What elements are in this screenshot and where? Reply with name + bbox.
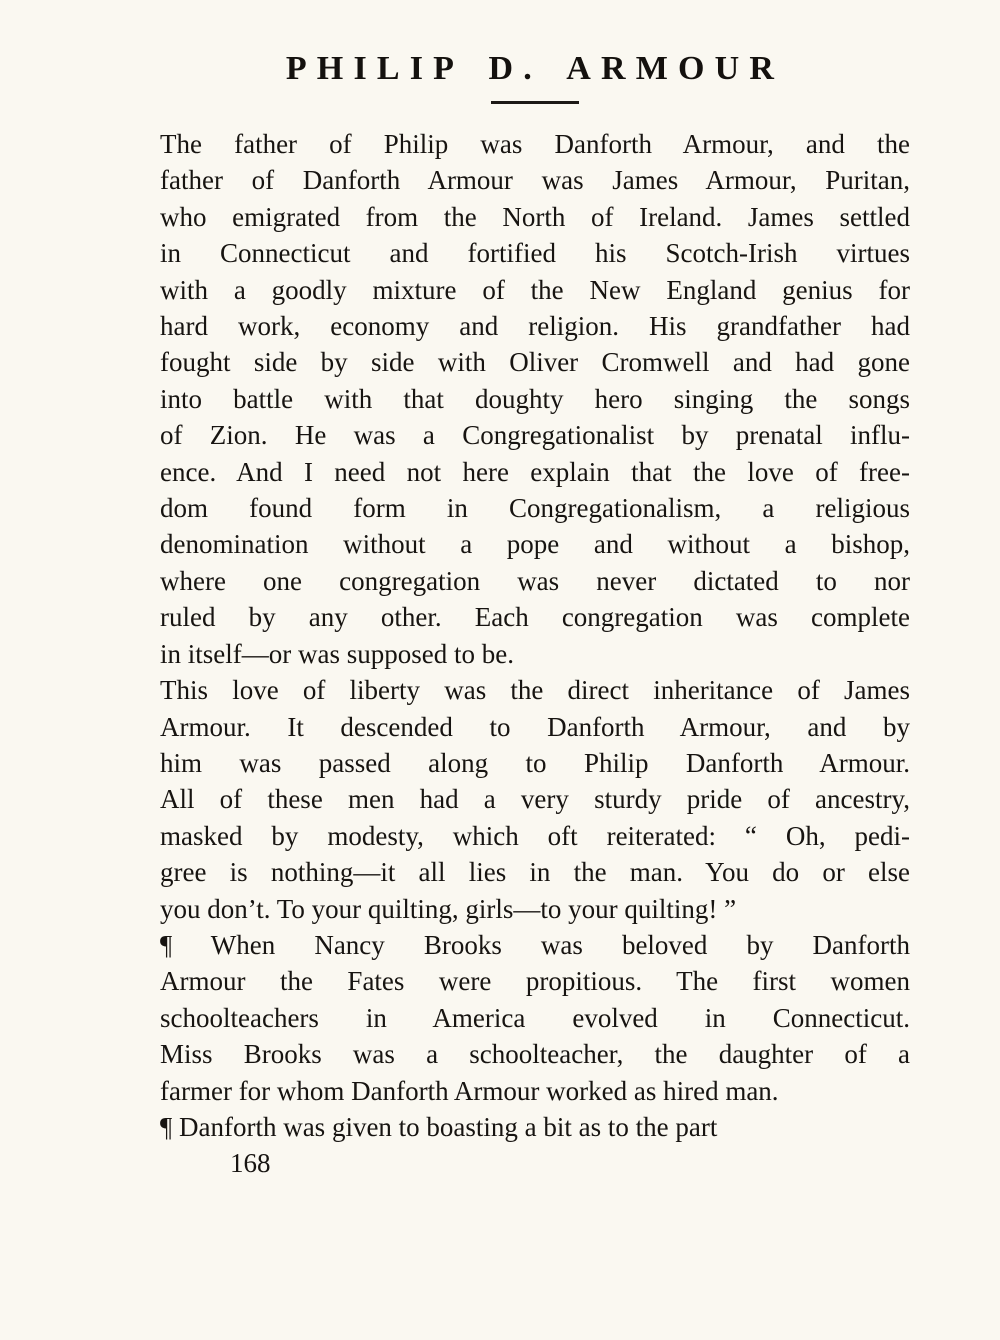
text-line: into battle with that doughty hero singing the songs <box>160 383 910 414</box>
text-line: who emigrated from the North of Ireland. James settled <box>160 201 910 232</box>
text-line: with a goodly mixture of the New England genius for <box>160 274 910 305</box>
text-line: father of Danforth Armour was James Armour, Puritan, <box>160 165 910 196</box>
paragraph <box>160 927 910 1109</box>
text-line: you don’t. To your quilting, girls—to your quilting! ” <box>160 893 737 924</box>
text-line: ence. And I need not here explain that the love of free- <box>160 456 910 487</box>
text-line: him was passed along to Philip Danforth Armour. <box>160 747 910 778</box>
text-line: fought side by side with Oliver Cromwell and had gone <box>160 347 910 378</box>
text-line: in Connecticut and fortified his Scotch-Irish virtues <box>160 238 910 269</box>
paragraph <box>160 126 910 672</box>
text-line: gree is nothing—it all lies in the man. You do or else <box>160 857 910 888</box>
text-line: Armour. It descended to Danforth Armour, and by <box>160 711 910 742</box>
page-number: 168 <box>230 1148 271 1179</box>
text-line: dom found form in Congregationalism, a religious <box>160 493 910 524</box>
text-line: ruled by any other. Each congregation was complete <box>160 602 910 633</box>
text-line: ¶ Danforth was given to boasting a bit as to the part <box>160 1111 718 1142</box>
text-line: farmer for whom Danforth Armour worked as hired man. <box>160 1075 779 1106</box>
text-line: masked by modesty, which oft reiterated: “ Oh, pedi- <box>160 820 910 851</box>
text-line: denomination without a pope and without a bishop, <box>160 529 910 560</box>
text-line: Armour the Fates were propitious. The first women <box>160 966 910 997</box>
text-line: of Zion. He was a Congregationalist by prenatal influ- <box>160 420 910 451</box>
title-rule <box>491 101 579 104</box>
text-line: Miss Brooks was a schoolteacher, the daughter of a <box>160 1039 910 1070</box>
text-line: schoolteachers in America evolved in Connecticut. <box>160 1002 910 1033</box>
page-title: PHILIP D. ARMOUR <box>285 50 785 87</box>
text-line: in itself—or was supposed to be. <box>160 638 514 669</box>
paragraph <box>160 672 910 927</box>
text-line: where one congregation was never dictated to nor <box>160 565 910 596</box>
text-line: The father of Philip was Danforth Armour, and the <box>160 129 910 159</box>
text-line: This love of liberty was the direct inheritance of James <box>160 675 910 706</box>
text-line: All of these men had a very sturdy pride of ancestry, <box>160 784 910 815</box>
text-line: hard work, economy and religion. His grandfather had <box>160 311 910 342</box>
page-body <box>160 126 910 1145</box>
paragraph <box>160 1109 910 1145</box>
text-line: ¶ When Nancy Brooks was beloved by Danforth <box>160 929 910 960</box>
